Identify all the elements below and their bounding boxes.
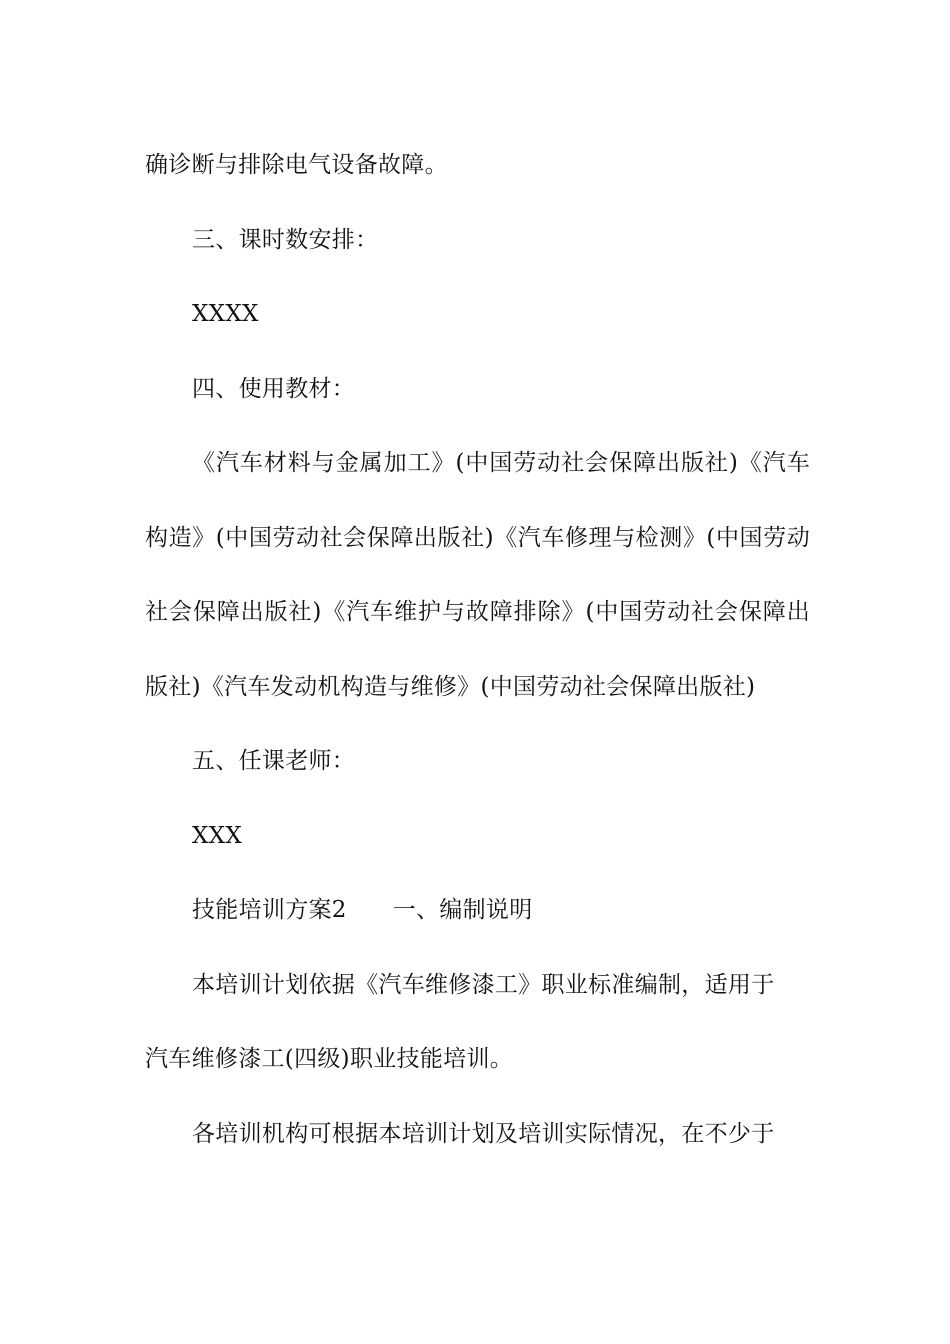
section-heading-hours: 三、课时数安排： xyxy=(192,226,379,253)
paragraph-institutions: 各培训机构可根据本培训计划及培训实际情况，在不少于 xyxy=(192,1120,775,1147)
materials-list: 《汽车材料与金属加工》(中国劳动社会保障出版社)《汽车构造》(中国劳动社会保障出版社)《汽车修理与检测》(中国劳动社会保障出版社)《汽车维护与故障排除》(中国劳动社会保障出版社)《汽车发动机构造与维修》(中国劳动社会保障出版社) xyxy=(145,450,810,700)
teacher-value: XXX xyxy=(192,822,243,849)
document-page xyxy=(145,128,810,1171)
paragraph-continuation: 确诊断与排除电气设备故障。 xyxy=(145,152,448,178)
description-line-2: 汽车维修漆工(四级)职业技能培训。 xyxy=(145,1046,514,1072)
section-heading-teacher: 五、任课老师： xyxy=(192,748,356,774)
plan-title-line xyxy=(145,873,810,948)
plan-title: 技能培训方案2 xyxy=(192,897,347,923)
section-heading-description: 一、编制说明 xyxy=(392,897,533,923)
section-heading-materials: 四、使用教材： xyxy=(192,375,356,402)
description-line-1: 本培训计划依据《汽车维修漆工》职业标准编制，适用于 xyxy=(192,971,775,998)
hours-value: XXXX xyxy=(192,301,259,327)
